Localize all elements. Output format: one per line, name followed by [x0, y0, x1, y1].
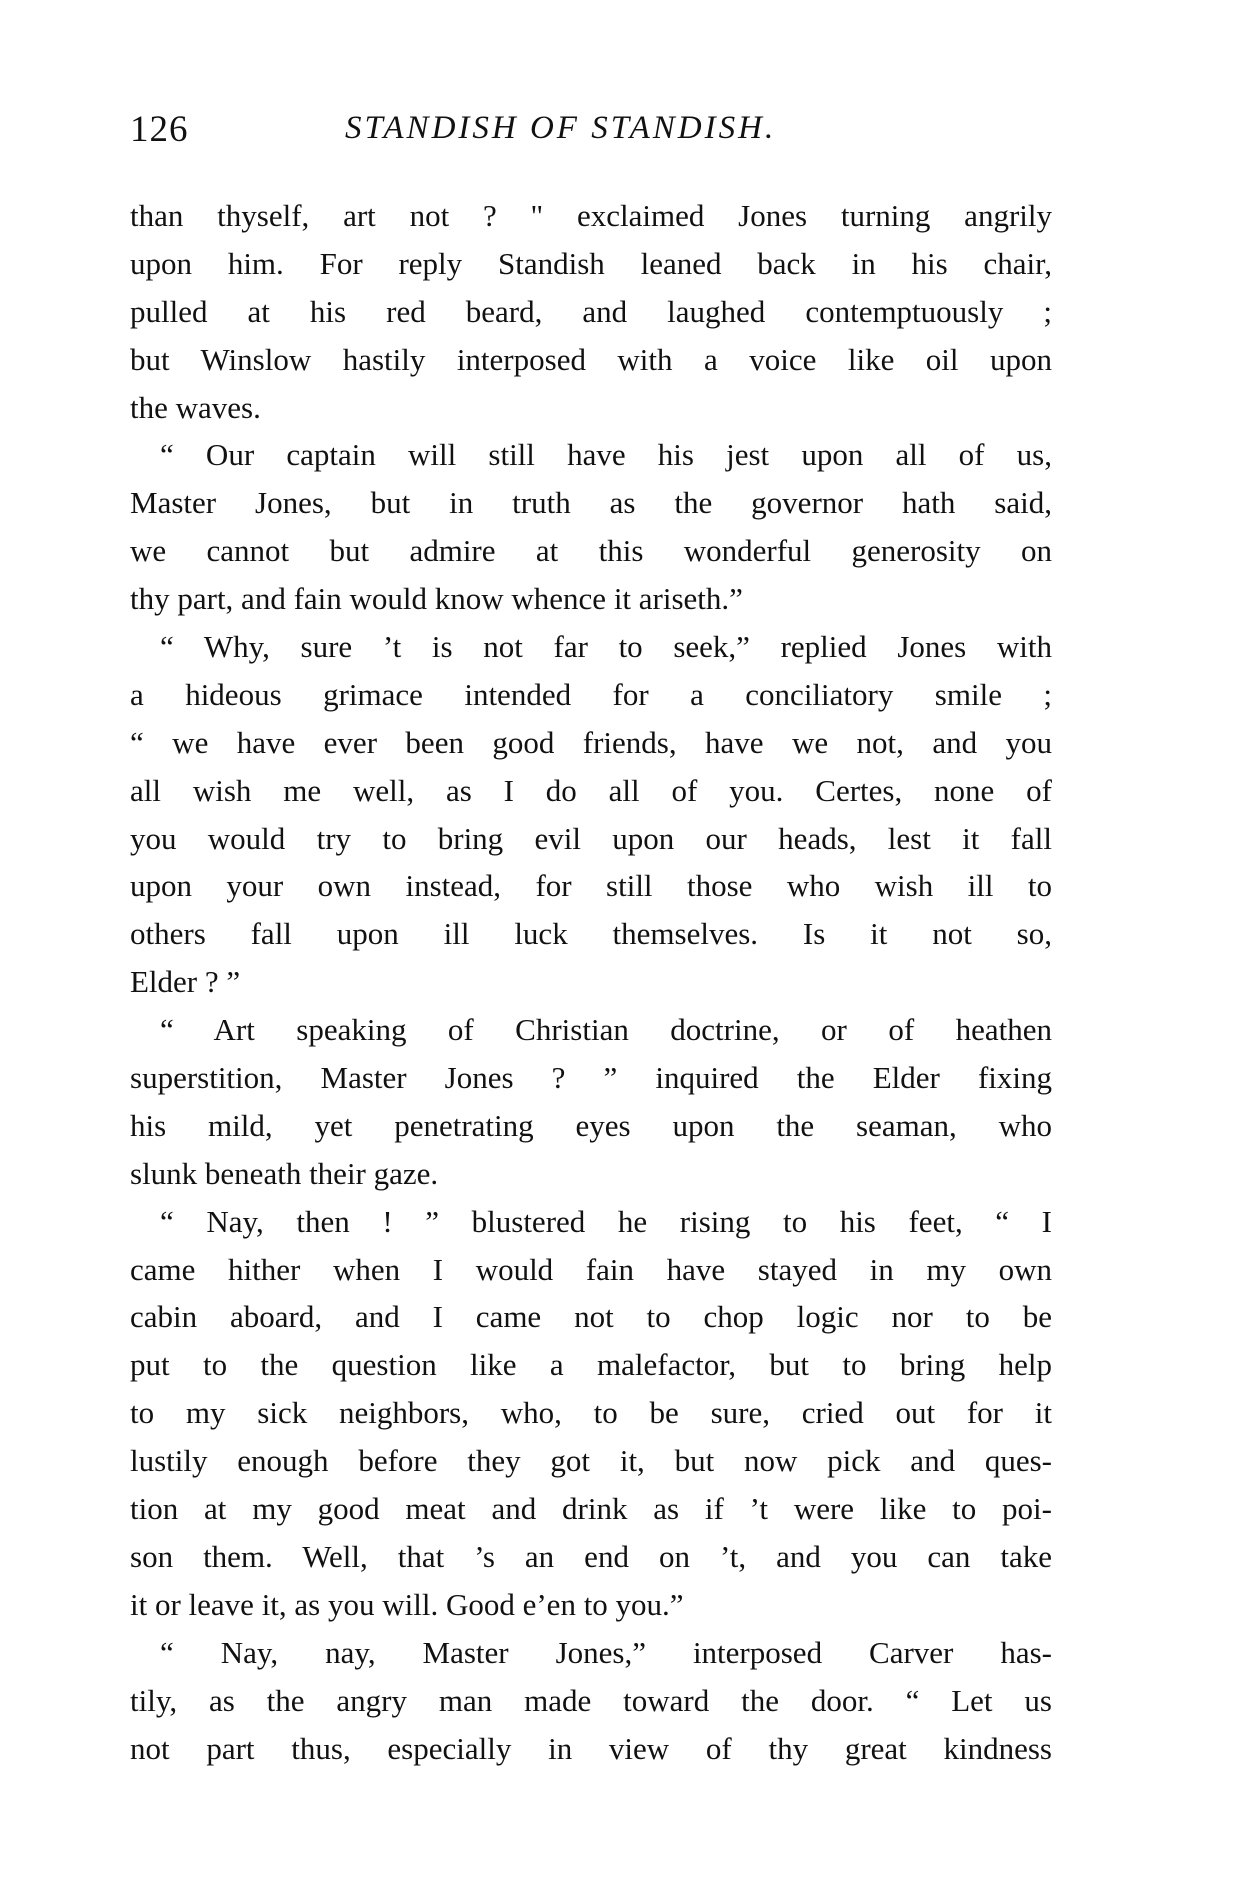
text-line: cabin aboard, and I came not to chop logic nor to be: [130, 1299, 1052, 1335]
text-line: thy part, and fain would know whence it ariseth.”: [130, 581, 743, 617]
text-line: “ Our captain will still have his jest upon all of us,: [160, 437, 1052, 473]
text-line: all wish me well, as I do all of you. Certes, none of: [130, 772, 1052, 808]
text-line: than thyself, art not ? " exclaimed Jones turning angrily: [130, 198, 1052, 233]
text-line: “ Nay, nay, Master Jones,” interposed Carver has-: [160, 1634, 1052, 1670]
text-line: Elder ? ”: [130, 964, 241, 1000]
text-line: you would try to bring evil upon our heads, lest it fall: [130, 820, 1052, 856]
text-line: “ Art speaking of Christian doctrine, or of heathen: [160, 1012, 1052, 1048]
text-line: others fall upon ill luck themselves. Is it not so,: [130, 916, 1052, 952]
text-line: “ Why, sure ’t is not far to seek,” replied Jones with: [160, 629, 1052, 665]
text-line: upon him. For reply Standish leaned back in his chair,: [130, 245, 1052, 281]
text-line: it or leave it, as you will. Good e’en to you.”: [130, 1586, 684, 1622]
running-title: STANDISH OF STANDISH.: [345, 110, 777, 146]
text-line: the waves.: [130, 389, 261, 425]
text-line: we cannot but admire at this wonderful generosity on: [130, 533, 1052, 569]
text-line: tily, as the angry man made toward the door. “ Let us: [130, 1682, 1052, 1718]
text-line: pulled at his red beard, and laughed contemptuously ;: [130, 293, 1052, 329]
text-line: but Winslow hastily interposed with a voice like oil upon: [130, 341, 1052, 377]
body-text: [130, 192, 1052, 1772]
text-line: “ Nay, then ! ” blustered he rising to his feet, “ I: [160, 1203, 1052, 1239]
text-line: put to the question like a malefactor, but to bring help: [130, 1347, 1052, 1383]
text-line: not part thus, especially in view of thy great kindness: [130, 1730, 1052, 1766]
page-header: [130, 108, 1050, 154]
text-line: “ we have ever been good friends, have we not, and you: [130, 724, 1052, 760]
text-line: came hither when I would fain have stayed in my own: [130, 1251, 1052, 1287]
text-line: lustily enough before they got it, but now pick and ques-: [130, 1443, 1052, 1479]
text-line: his mild, yet penetrating eyes upon the seaman, who: [130, 1107, 1052, 1143]
text-line: to my sick neighbors, who, to be sure, cried out for it: [130, 1395, 1052, 1431]
text-line: Master Jones, but in truth as the governor hath said,: [130, 485, 1052, 521]
text-line: upon your own instead, for still those who wish ill to: [130, 868, 1052, 904]
text-line: a hideous grimace intended for a conciliatory smile ;: [130, 676, 1052, 712]
text-line: superstition, Master Jones ? ” inquired the Elder fixing: [130, 1060, 1052, 1096]
page-number: 126: [130, 109, 189, 150]
text-line: tion at my good meat and drink as if ’t were like to poi-: [130, 1491, 1052, 1527]
text-line: son them. Well, that ’s an end on ’t, and you can take: [130, 1538, 1052, 1574]
text-line: slunk beneath their gaze.: [130, 1155, 439, 1191]
